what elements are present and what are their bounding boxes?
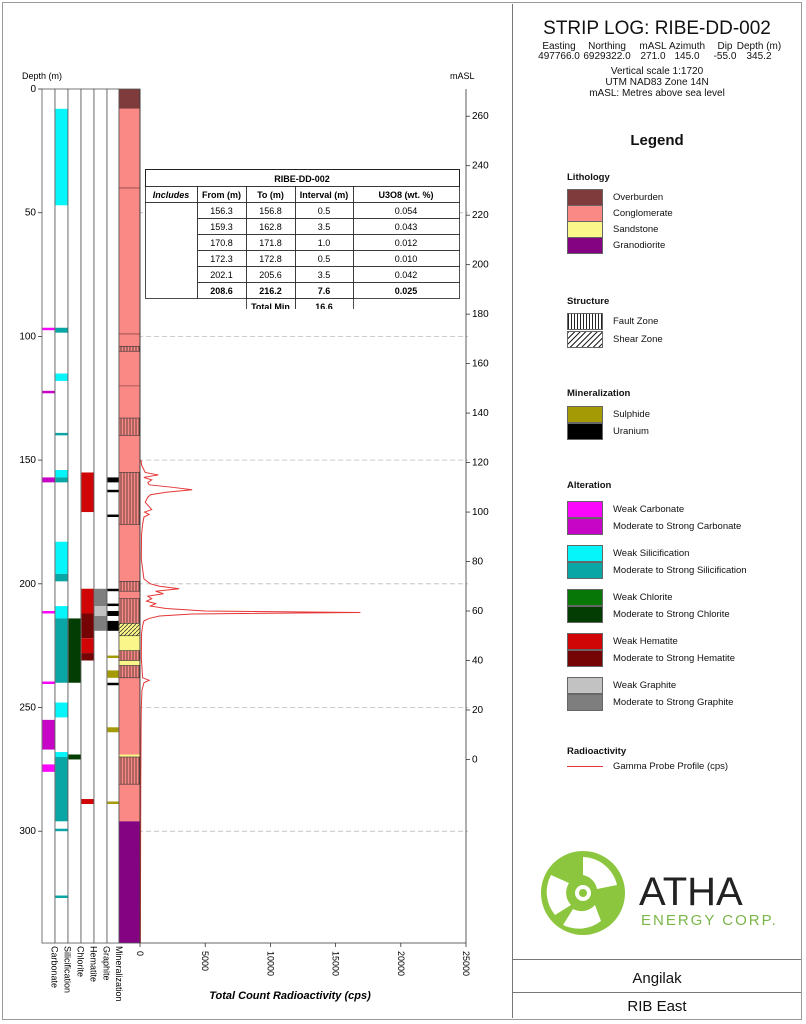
structure-interval (119, 346, 140, 351)
silicification-interval (56, 470, 68, 477)
cps-tick-label: 15000 (330, 951, 341, 977)
assay-row: 156.3 (210, 206, 233, 216)
legend-item (567, 758, 728, 775)
assay-row: 156.8 (259, 206, 282, 216)
legend-item (567, 677, 676, 694)
structure-interval (119, 757, 140, 784)
chlorite-column (68, 89, 81, 943)
structure-interval (119, 418, 140, 435)
legend-swatch (567, 633, 603, 650)
legend-swatch (567, 606, 603, 623)
cps-tick-label: 25000 (461, 951, 471, 977)
legend-swatch (567, 189, 603, 206)
column-label-carbonate: Carbonate (49, 946, 60, 989)
carbonate-interval (43, 391, 55, 393)
column-label-chlorite: Chlorite (75, 946, 86, 978)
chlorite-interval (69, 618, 81, 682)
legend-label: Gamma Probe Profile (cps) (613, 761, 729, 772)
project-name: Angilak (632, 970, 682, 987)
cps-tick-label: 5000 (200, 951, 211, 972)
legend-label: Weak Graphite (613, 680, 677, 691)
silicification-interval (56, 757, 68, 821)
carbonate-interval (43, 720, 55, 750)
masl-axis-title: mASL (450, 71, 475, 81)
graphite-interval (95, 589, 107, 606)
legend-item (567, 189, 663, 206)
legend-label: Shear Zone (613, 334, 663, 345)
assay-total-row: 216.2 (259, 286, 282, 296)
cps-tick-label: 10000 (265, 951, 276, 977)
assay-row: 0.010 (394, 254, 418, 264)
legend-swatch (567, 562, 603, 579)
depth-axis-title: Depth (m) (22, 71, 63, 81)
hematite-interval (82, 589, 94, 614)
mineralization-interval (108, 727, 119, 732)
structure-interval (119, 599, 140, 624)
legend-label: Sulphide (613, 409, 650, 420)
legend-label: Uranium (613, 426, 649, 437)
lithology-interval (119, 89, 140, 109)
lithology-column (119, 89, 140, 943)
legend-item (567, 589, 673, 606)
legend-label: Weak Carbonate (613, 504, 685, 515)
legend-section-title: Structure (567, 296, 610, 307)
legend-item (567, 650, 735, 667)
lithology-interval (119, 109, 140, 633)
column-label-mineralization: Mineralization (114, 946, 124, 1002)
legend-swatch (567, 221, 603, 238)
atha-subtitle: ENERGY CORP. (641, 912, 778, 929)
assay-row: 0.5 (317, 206, 331, 216)
silicification-interval (56, 374, 68, 381)
mineralization-interval (108, 477, 119, 482)
legend-item (567, 237, 665, 254)
structure-interval (119, 623, 140, 635)
lithology-interval (119, 673, 140, 755)
masl-tick-label: 260 (472, 111, 489, 123)
carbonate-interval (43, 682, 55, 684)
legend-label: Weak Silicification (613, 548, 690, 559)
legend-swatch (567, 766, 603, 767)
legend-label: Moderate to Strong Silicification (613, 565, 747, 576)
legend-item (567, 501, 684, 518)
mineralization-interval (108, 611, 119, 616)
legend-label: Weak Chlorite (613, 592, 673, 603)
graphite-column (94, 89, 107, 943)
legend-item (567, 606, 730, 623)
legend-item (567, 545, 689, 562)
assay-row: 0.054 (394, 206, 418, 216)
masl-tick-label: 120 (472, 457, 489, 469)
assay-row: 1.0 (317, 238, 331, 248)
column-label-hematite: Hematite (88, 946, 99, 983)
hematite-interval (82, 472, 94, 512)
masl-tick-label: 240 (472, 160, 489, 172)
silicification-interval (56, 703, 68, 718)
legend-item (567, 406, 650, 423)
legend-swatch (567, 237, 603, 254)
legend-swatch (567, 205, 603, 222)
carbonate-column (42, 89, 55, 943)
mineralization-interval (108, 802, 119, 804)
total-min-label: Total Min (251, 302, 290, 309)
silicification-interval (56, 542, 68, 574)
legend-item (567, 518, 741, 535)
atha-leaf-icon (541, 851, 625, 935)
assay-total-row: 0.025 (394, 286, 418, 296)
masl-tick-label: 180 (472, 309, 489, 321)
legend-swatch (567, 694, 603, 711)
carbonate-interval (43, 764, 55, 771)
legend-item (567, 562, 747, 579)
mineralization-interval (108, 656, 119, 658)
mineralization-interval (108, 515, 119, 517)
hematite-interval (82, 653, 94, 660)
depth-tick-label: 0 (30, 84, 36, 95)
structure-interval (119, 665, 140, 677)
masl-tick-label: 0 (472, 754, 478, 766)
cps-tick-label: 20000 (395, 951, 406, 977)
assay-row: 162.8 (259, 222, 282, 232)
legend-label: Granodiorite (613, 240, 666, 251)
gamma-profile (140, 460, 360, 942)
silicification-interval (56, 896, 68, 898)
masl-tick-label: 20 (472, 704, 484, 716)
atha-energy-logo (539, 849, 779, 939)
depth-tick-label: 100 (19, 331, 36, 343)
vertical-scale: Vertical scale 1:1720 (610, 66, 704, 77)
assay-header: Interval (m) (299, 190, 349, 200)
silicification-interval (56, 109, 68, 205)
depth-tick-label: 150 (19, 455, 36, 467)
depth-tick-label: 200 (19, 578, 36, 590)
assay-total-row: 208.6 (210, 286, 233, 296)
legend-swatch (567, 331, 603, 348)
assay-row: 3.5 (317, 222, 331, 232)
depth-tick-label: 50 (24, 207, 36, 219)
mineralization-interval (108, 604, 119, 606)
legend-swatch (567, 423, 603, 440)
mineralization-interval (108, 490, 119, 492)
assay-total-row: 7.6 (317, 286, 331, 296)
hematite-interval (82, 613, 94, 638)
masl-tick-label: 160 (472, 358, 489, 370)
strip-log-title: STRIP LOG: RIBE-DD-002 (543, 18, 771, 39)
assay-row: 205.6 (259, 270, 282, 280)
masl-tick-label: 60 (472, 606, 484, 618)
masl-tick-label: 80 (472, 556, 484, 568)
coord-2: mASL 271.0 (639, 41, 667, 62)
legend-label: Moderate to Strong Chlorite (613, 609, 730, 620)
assay-includes-cell (146, 203, 198, 299)
hematite-interval (82, 799, 94, 804)
legend-section-title: Mineralization (567, 388, 631, 399)
assay-header: From (m) (202, 190, 241, 200)
assay-row: 159.3 (210, 222, 233, 232)
info-panel (512, 4, 801, 1018)
structure-interval (119, 581, 140, 591)
coord-3: Azimuth 145.0 (668, 41, 706, 62)
legend-section-title: Alteration (567, 480, 612, 491)
legend-title: Legend (630, 132, 684, 149)
masl-tick-label: 220 (472, 210, 489, 222)
mineralization-interval (108, 683, 119, 685)
lithology-interval (119, 821, 140, 943)
depth-tick-label: 250 (19, 702, 36, 714)
mineralization-interval (108, 670, 119, 677)
alteration-columns (42, 89, 124, 1002)
graphite-interval (95, 616, 107, 631)
legend-label: Conglomerate (613, 208, 673, 219)
legend-swatch (567, 313, 603, 330)
carbonate-interval (43, 328, 55, 330)
column-label-silicification: Silicification (62, 946, 73, 994)
legend-label: Weak Hematite (613, 636, 678, 647)
legend-swatch (567, 650, 603, 667)
legend-swatch (567, 589, 603, 606)
footer-divider-2 (513, 992, 801, 993)
legend-item (567, 694, 733, 711)
silicification-interval (56, 328, 68, 333)
assay-table-title: RIBE-DD-002 (274, 174, 330, 184)
legend-label: Sandstone (613, 224, 659, 235)
legend-section-title: Lithology (567, 172, 610, 183)
assay-row: 0.012 (394, 238, 418, 248)
legend-item (567, 331, 663, 348)
assay-table (145, 169, 461, 309)
gamma-probe-line (140, 460, 360, 942)
cps-axis-title: Total Count Radioactivity (cps) (209, 990, 371, 1002)
assay-row: 170.8 (210, 238, 233, 248)
legend-swatch (567, 501, 603, 518)
hematite-interval (82, 638, 94, 653)
legend-item (567, 221, 658, 238)
carbonate-interval (43, 611, 55, 613)
legend-swatch (567, 518, 603, 535)
legend-swatch (567, 677, 603, 694)
silicification-interval (56, 433, 68, 435)
coord-0: Easting 497766.0 (538, 41, 580, 62)
assay-header: U3O8 (wt. %) (378, 190, 434, 200)
assay-row: 0.043 (394, 222, 418, 232)
masl-tick-label: 200 (472, 259, 489, 271)
mineralization-interval (108, 589, 119, 591)
assay-header: Includes (152, 190, 190, 200)
masl-tick-label: 40 (472, 655, 484, 667)
masl-tick-label: 140 (472, 408, 489, 420)
legend-item (567, 313, 658, 330)
mineralization-interval (108, 621, 119, 631)
legend-swatch (567, 406, 603, 423)
assay-row: 3.5 (317, 270, 331, 280)
coord-5: Depth (m) 345.2 (736, 41, 782, 62)
silicification-interval (56, 606, 68, 618)
assay-header: To (m) (257, 190, 284, 200)
datum: UTM NAD83 Zone 14N (605, 77, 709, 88)
column-label-graphite: Graphite (101, 946, 112, 981)
silicification-interval (56, 752, 68, 757)
silicification-interval (56, 574, 68, 581)
silicification-interval (56, 829, 68, 831)
carbonate-interval (43, 477, 55, 482)
depth-tick-label: 300 (19, 826, 36, 838)
assay-row: 172.3 (210, 254, 233, 264)
legend-label: Moderate to Strong Graphite (613, 697, 734, 708)
legend-label: Overburden (613, 192, 664, 203)
silicification-interval (56, 618, 68, 682)
assay-row: 171.8 (259, 238, 282, 248)
assay-row: 172.8 (259, 254, 282, 264)
cps-tick-label: 0 (135, 951, 145, 957)
atha-wordmark: ATHA (639, 870, 743, 914)
assay-row: 0.042 (394, 270, 418, 280)
hematite-column (81, 89, 94, 943)
coord-1: Northing 6929322.0 (583, 41, 631, 62)
legend-section-title: Radioactivity (567, 746, 627, 757)
legend-label: Moderate to Strong Carbonate (613, 521, 742, 532)
masl-note: mASL: Metres above sea level (589, 88, 725, 99)
masl-tick-label: 100 (472, 507, 489, 519)
total-min-value: 16.6 (315, 302, 333, 309)
legend-item (567, 633, 678, 650)
chlorite-interval (69, 755, 81, 760)
legend-item (567, 423, 649, 440)
footer-divider-1 (513, 959, 801, 960)
assay-row: 202.1 (210, 270, 233, 280)
legend-label: Moderate to Strong Hematite (613, 653, 735, 664)
assay-row: 0.5 (317, 254, 331, 264)
legend-label: Fault Zone (613, 316, 659, 327)
silicification-interval (56, 477, 68, 482)
structure-interval (119, 651, 140, 661)
legend-item (567, 205, 673, 222)
legend-swatch (567, 545, 603, 562)
area-name: RIB East (627, 998, 687, 1015)
structure-interval (119, 472, 140, 524)
coord-4: Dip -55.0 (713, 41, 737, 62)
graphite-interval (95, 606, 107, 616)
